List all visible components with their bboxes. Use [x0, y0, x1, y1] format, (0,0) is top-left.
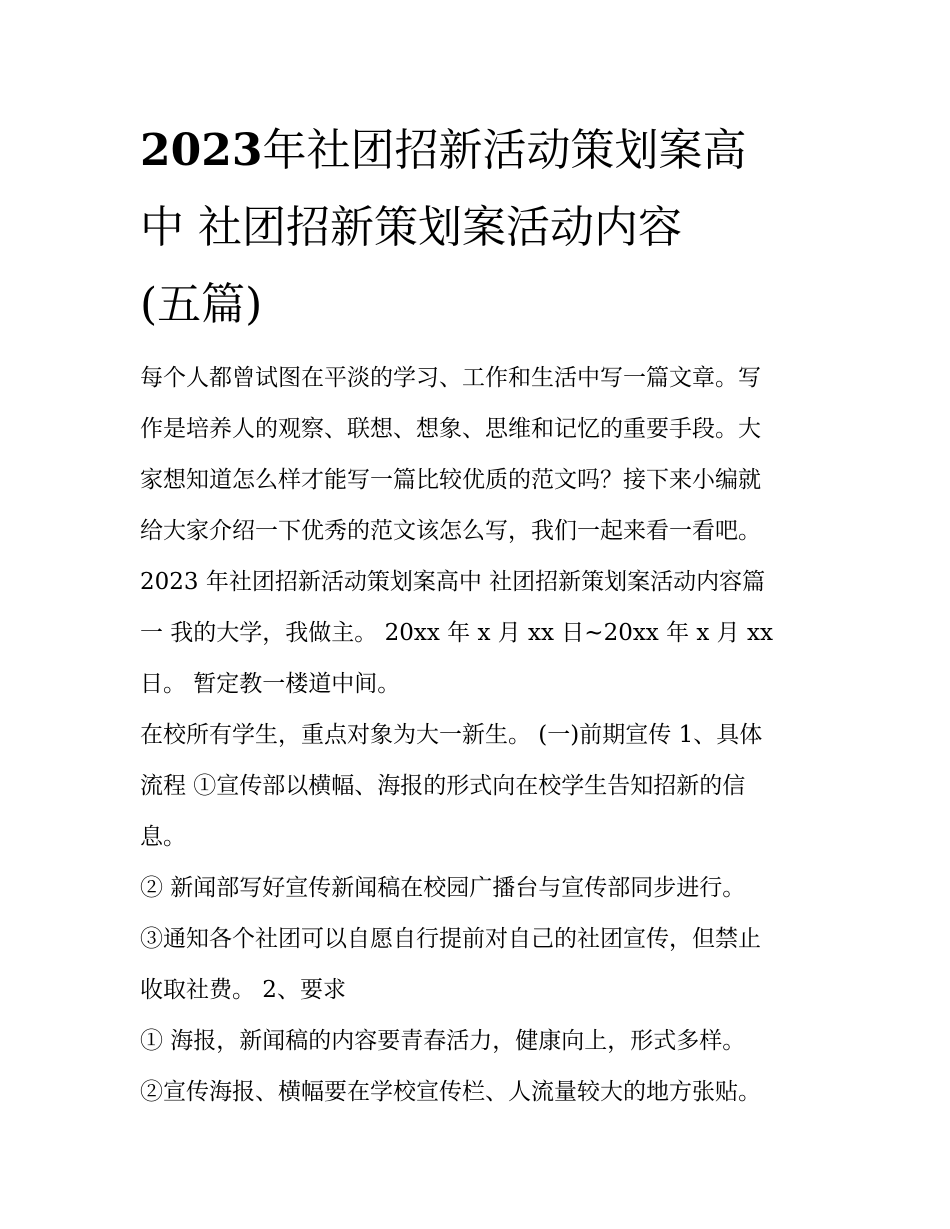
body-line: 给大家介绍一下优秀的范文该怎么写，我们一起来看一看吧。 — [140, 518, 761, 544]
body-line: 每个人都曾试图在平淡的学习、工作和生活中写一篇文章。写 — [140, 365, 761, 391]
body-line: 流程 ①宣传部以横幅、海报的形式向在校学生告知招新的信 — [140, 773, 746, 799]
body-line: ②宣传海报、横幅要在学校宣传栏、人流量较大的地方张贴。 — [140, 1079, 761, 1105]
body-line: 作是培养人的观察、联想、想象、思维和记忆的重要手段。大 — [140, 416, 761, 442]
body-line: 2023 年社团招新活动策划案高中 社团招新策划案活动内容篇 — [140, 569, 766, 595]
body-line: 日。 暂定教一楼道中间。 — [140, 671, 401, 697]
title-line-2: 中 社团招新策划案活动内容 — [140, 202, 682, 253]
body-line: ② 新闻部写好宣传新闻稿在校园广播台与宣传部同步进行。 — [140, 875, 746, 901]
title-year: 2023 — [140, 125, 263, 176]
document-body — [140, 353, 830, 1118]
title-line-1-text: 年社团招新活动策划案高 — [262, 125, 747, 176]
body-line: 一 我的大学，我做主。 20xx 年 x 月 xx 日~20xx 年 x 月 xx — [140, 620, 773, 646]
body-line: ③通知各个社团可以自愿自行提前对自己的社团宣传，但禁止 — [140, 926, 761, 952]
body-line: 家想知道怎么样才能写一篇比较优质的范文吗？接下来小编就 — [140, 467, 761, 493]
title-line-3: (五篇) — [140, 279, 263, 330]
body-line: 在校所有学生，重点对象为大一新生。 (一)前期宣传 1、具体 — [140, 722, 763, 748]
body-line: 息。 — [140, 824, 186, 850]
title-line-1 — [140, 112, 820, 189]
body-line: 收取社费。 2、要求 — [140, 977, 346, 1003]
document-title — [140, 112, 820, 343]
body-line: ① 海报，新闻稿的内容要青春活力，健康向上，形式多样。 — [140, 1028, 746, 1054]
